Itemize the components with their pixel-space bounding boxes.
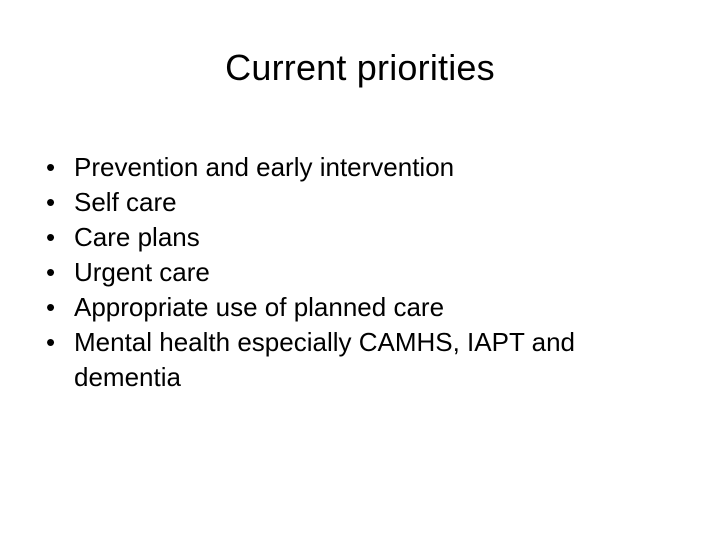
bullet-icon: • xyxy=(46,292,56,322)
bullet-icon: • xyxy=(46,152,56,182)
bullet-item xyxy=(46,220,666,255)
bullet-item xyxy=(46,150,666,185)
bullet-text: Care plans xyxy=(74,222,200,252)
bullet-text: Mental health especially CAMHS, IAPT and dementia xyxy=(74,327,575,392)
bullet-icon: • xyxy=(46,327,56,357)
bullet-text: Urgent care xyxy=(74,257,210,287)
bullet-list xyxy=(46,150,666,395)
bullet-item xyxy=(46,185,666,220)
bullet-icon: • xyxy=(46,187,56,217)
bullet-text: Appropriate use of planned care xyxy=(74,292,445,322)
slide-title: Current priorities xyxy=(225,47,495,88)
bullet-text: Self care xyxy=(74,187,177,217)
bullet-item xyxy=(46,290,666,325)
bullet-text: Prevention and early intervention xyxy=(74,152,455,182)
bullet-icon: • xyxy=(46,222,56,252)
bullet-item xyxy=(46,325,666,395)
bullet-item xyxy=(46,255,666,290)
bullet-icon: • xyxy=(46,257,56,287)
